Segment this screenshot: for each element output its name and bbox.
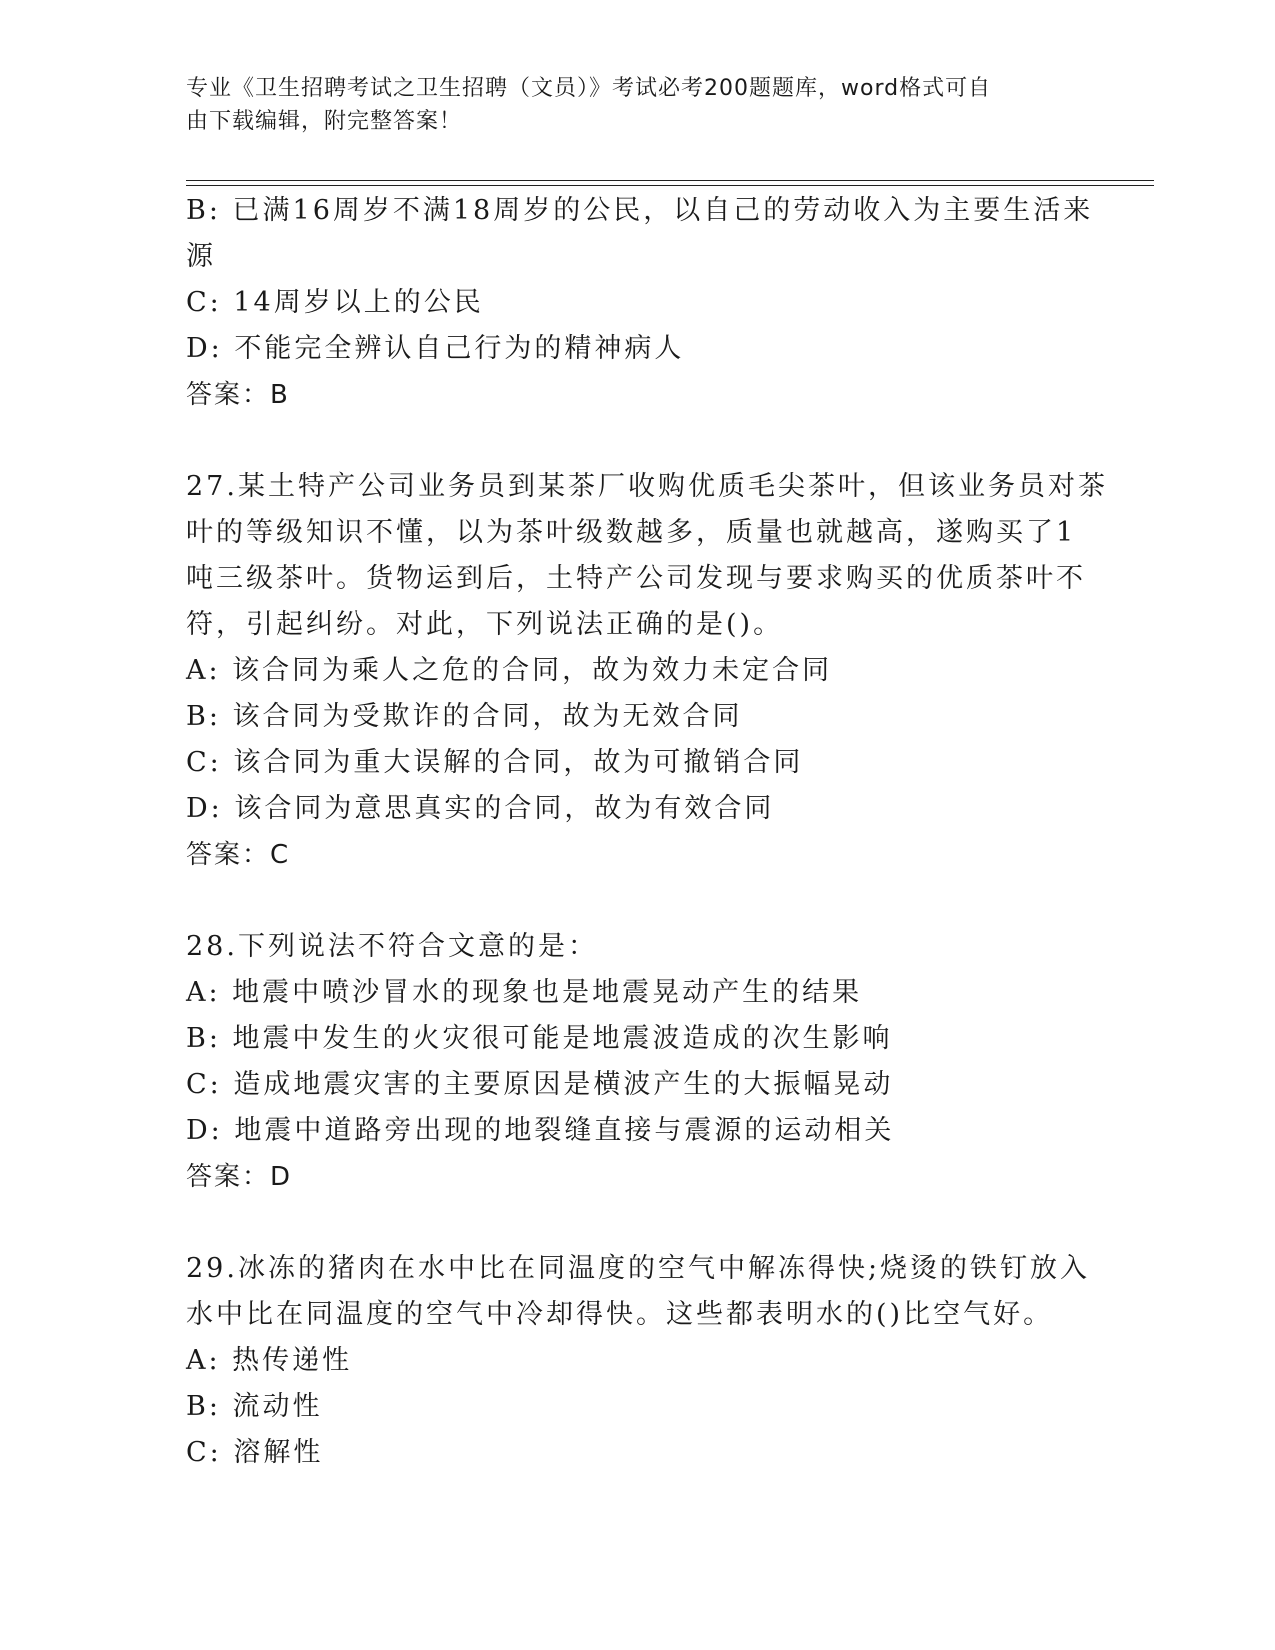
question-spacer: [186, 418, 1086, 464]
question-spacer: [186, 878, 1086, 924]
question-list: [186, 188, 1108, 1476]
question-stem: 28.下列说法不符合文意的是：: [186, 931, 598, 962]
option-b: B: 该合同为受欺诈的合同，故为无效合同: [186, 701, 743, 732]
option-d: D: 该合同为意思真实的合同，故为有效合同: [186, 793, 775, 824]
option-a: A: 该合同为乘人之危的合同，故为效力未定合同: [186, 655, 833, 686]
document-header: [186, 72, 1066, 138]
option-c: C: 溶解性: [186, 1437, 324, 1468]
option-b-line-2: 源: [186, 241, 216, 272]
question-stem-line-1: 27.某土特产公司业务员到某茶厂收购优质毛尖茶叶，但该业务员对茶: [186, 471, 1108, 502]
option-b: B: 地震中发生的火灾很可能是地震波造成的次生影响: [186, 1023, 893, 1054]
question-26: [186, 188, 1094, 418]
option-c: C: 造成地震灾害的主要原因是横波产生的大振幅晃动: [186, 1069, 894, 1100]
option-c: C: 14周岁以上的公民: [186, 287, 484, 318]
question-stem-line-3: 吨三级茶叶。货物运到后，土特产公司发现与要求购买的优质茶叶不: [186, 563, 1086, 594]
question-stem-line-2: 水中比在同温度的空气中冷却得快。这些都表明水的()比空气好。: [186, 1299, 1054, 1330]
question-stem-line-2: 叶的等级知识不懂，以为茶叶级数越多，质量也就越高，遂购买了1: [186, 517, 1077, 548]
header-divider-top: [186, 180, 1154, 181]
answer: 答案：C: [186, 840, 291, 870]
option-d: D: 地震中道路旁出现的地裂缝直接与震源的运动相关: [186, 1115, 895, 1146]
option-a: A: 热传递性: [186, 1345, 353, 1376]
question-28: [186, 924, 1086, 1200]
header-line-1: 专业《卫生招聘考试之卫生招聘（文员）》考试必考200题题库，word格式可自: [186, 76, 992, 101]
option-a: A: 地震中喷沙冒水的现象也是地震晃动产生的结果: [186, 977, 863, 1008]
answer: 答案：B: [186, 380, 290, 410]
question-spacer: [186, 1200, 1086, 1246]
option-b: B: 流动性: [186, 1391, 323, 1422]
question-stem-line-1: 29.冰冻的猪肉在水中比在同温度的空气中解冻得快;烧烫的铁钉放入: [186, 1253, 1091, 1284]
option-b-line-1: B: 已满16周岁不满18周岁的公民，以自己的劳动收入为主要生活来: [186, 195, 1094, 226]
option-c: C: 该合同为重大误解的合同，故为可撤销合同: [186, 747, 804, 778]
answer: 答案：D: [186, 1162, 293, 1192]
option-d: D: 不能完全辨认自己行为的精神病人: [186, 333, 685, 364]
question-27: [186, 464, 1108, 878]
question-29: [186, 1246, 1091, 1476]
header-divider-bottom: [186, 185, 1154, 186]
question-stem-line-4: 符，引起纠纷。对此，下列说法正确的是()。: [186, 609, 784, 640]
header-line-2: 由下载编辑，附完整答案！: [186, 109, 463, 134]
